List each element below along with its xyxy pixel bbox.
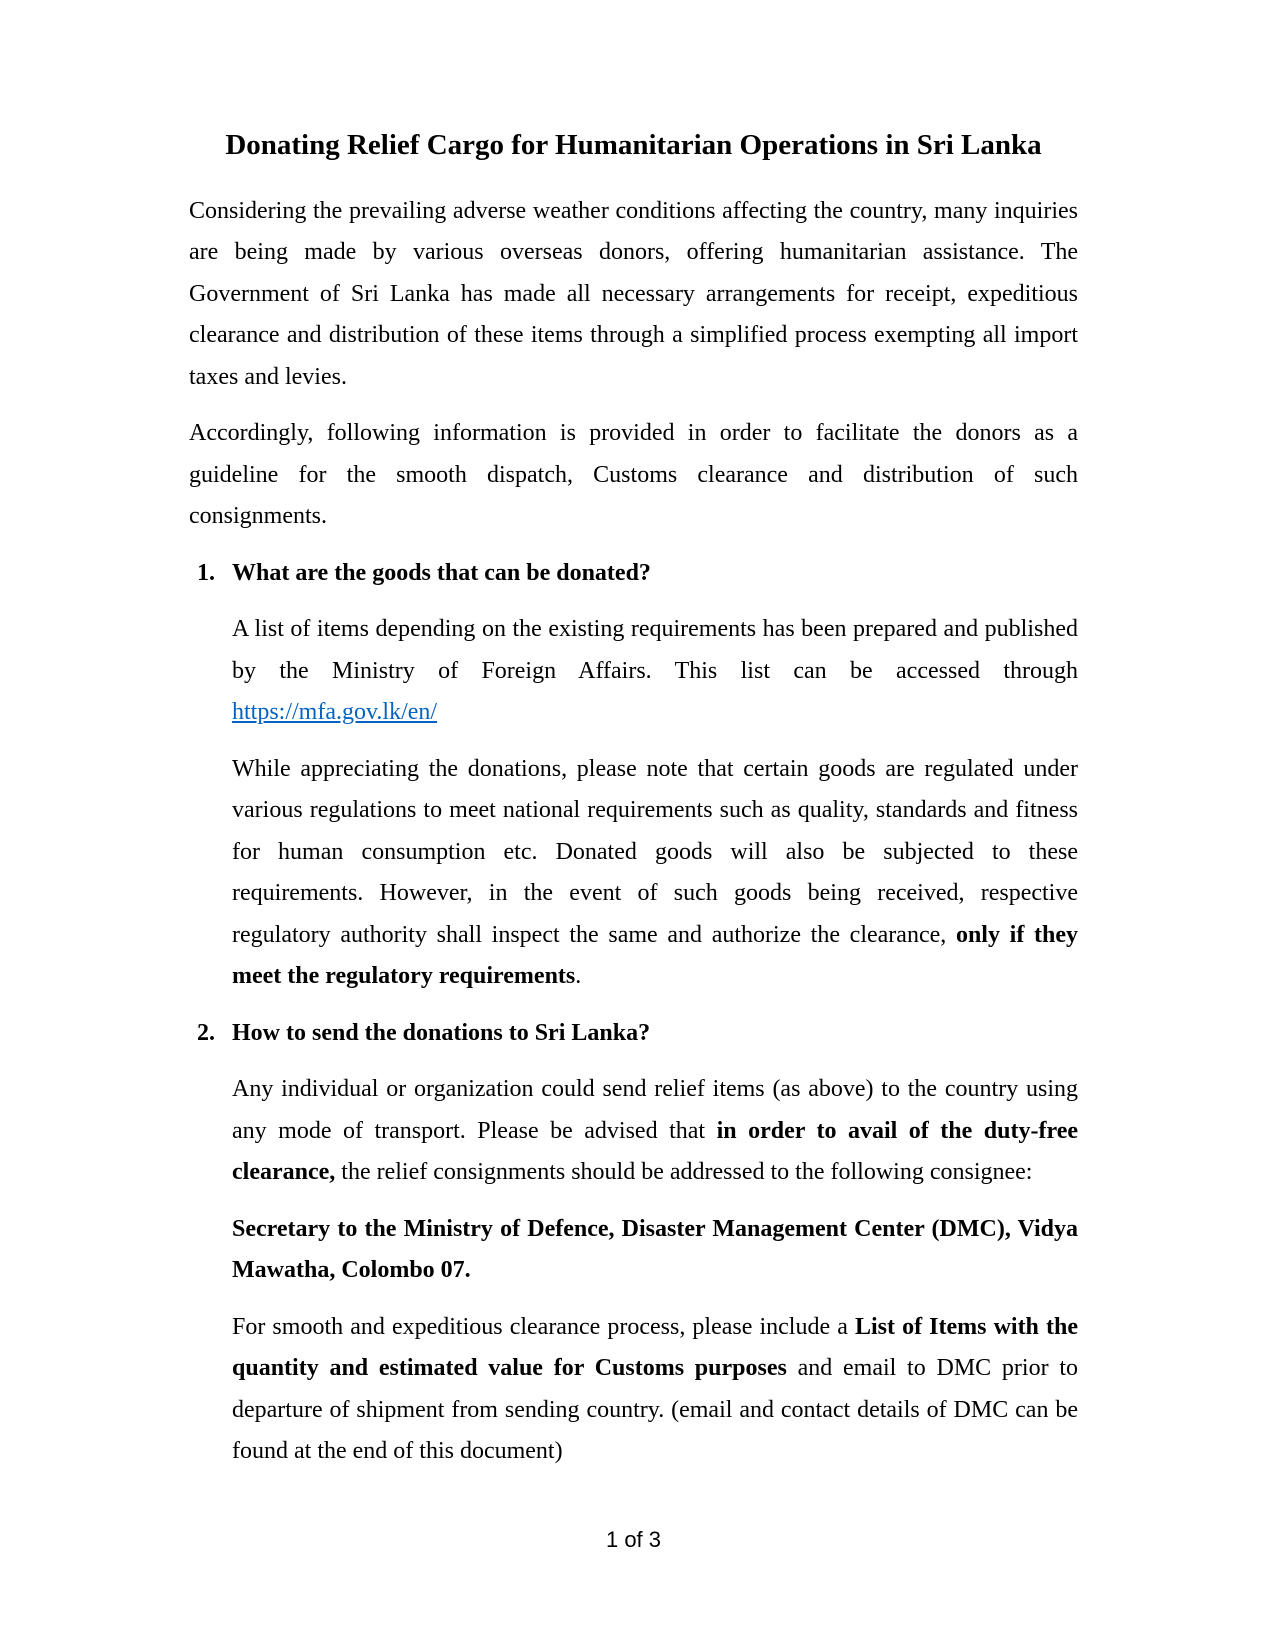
text-run: Accordingly, following information is provided in order to facilitate the donors as a guideline for the smooth dispatch, Customs clearance and distribution of such consignments. (189, 420, 1078, 529)
text-run: While appreciating the donations, please note that certain goods are regulated under various regulations to meet national requirements such as quality, standards and fitness for human consumption etc. Donated goods will also be subjected to these requirements. However, in the event of such goods being received, respective regulatory authority shall inspect the same and authorize the clearance, (232, 755, 1078, 948)
text-run: and email to DMC prior to departure of shipment from sending country. (email and contact details of DMC can be found at the end of this document) (232, 1355, 1078, 1464)
paragraph-intro (189, 191, 1078, 399)
section-1-number: 1. (197, 559, 215, 586)
bold-text-run: List of Items with the quantity and estimated value for Customs purposes (232, 1313, 1078, 1381)
paragraph-consignee-address (232, 1209, 1078, 1292)
document-title: Donating Relief Cargo for Humanitarian Operations in Sri Lanka (225, 129, 1042, 161)
paragraph-customs-list (232, 1307, 1078, 1473)
text-run: Any individual or organization could send relief items (as above) to the country using any mode of transport. Please be advised that (232, 1076, 1078, 1144)
bold-text-run: Secretary to the Ministry of Defence, Disaster Management Center (DMC), Vidya Mawatha, Colombo 07. (232, 1215, 1078, 1283)
section-1-title: What are the goods that can be donated? (232, 559, 651, 586)
text-run: Considering the prevailing adverse weather conditions affecting the country, many inquiries are being made by various overseas donors, offering humanitarian assistance. The Government of Sri Lanka has made all necessary arrangements for receipt, expeditious clearance and distribution of these items through a simplified process exempting all import taxes and levies. (189, 197, 1078, 390)
text-run: the relief consignments should be addressed to the following consignee: (335, 1159, 1033, 1185)
mfa-website-link[interactable]: https://mfa.gov.lk/en/ (232, 699, 438, 725)
text-run: A list of items depending on the existing requirements has been prepared and published by the Ministry of Foreign Affairs. This list can be accessed through (232, 616, 1078, 684)
section-2-heading (189, 1013, 1078, 1055)
section-2-title: How to send the donations to Sri Lanka? (232, 1019, 651, 1046)
paragraph-goods-list (232, 609, 1078, 734)
paragraph-how-to-send (232, 1069, 1078, 1194)
page-number: 1 of 3 (605, 1527, 662, 1552)
bold-text-run: only if they meet the regulatory requirements (232, 921, 1079, 989)
section-1-heading (189, 553, 1078, 595)
paragraph-accordingly (189, 413, 1078, 538)
text-run: For smooth and expeditious clearance process, please include a (232, 1313, 855, 1340)
section-2-number: 2. (197, 1019, 215, 1046)
paragraph-regulated-goods (232, 749, 1078, 998)
text-run: . (575, 963, 582, 989)
document-body (189, 125, 1078, 1488)
bold-text-run: in order to avail of the duty-free clearance, (232, 1117, 1078, 1185)
